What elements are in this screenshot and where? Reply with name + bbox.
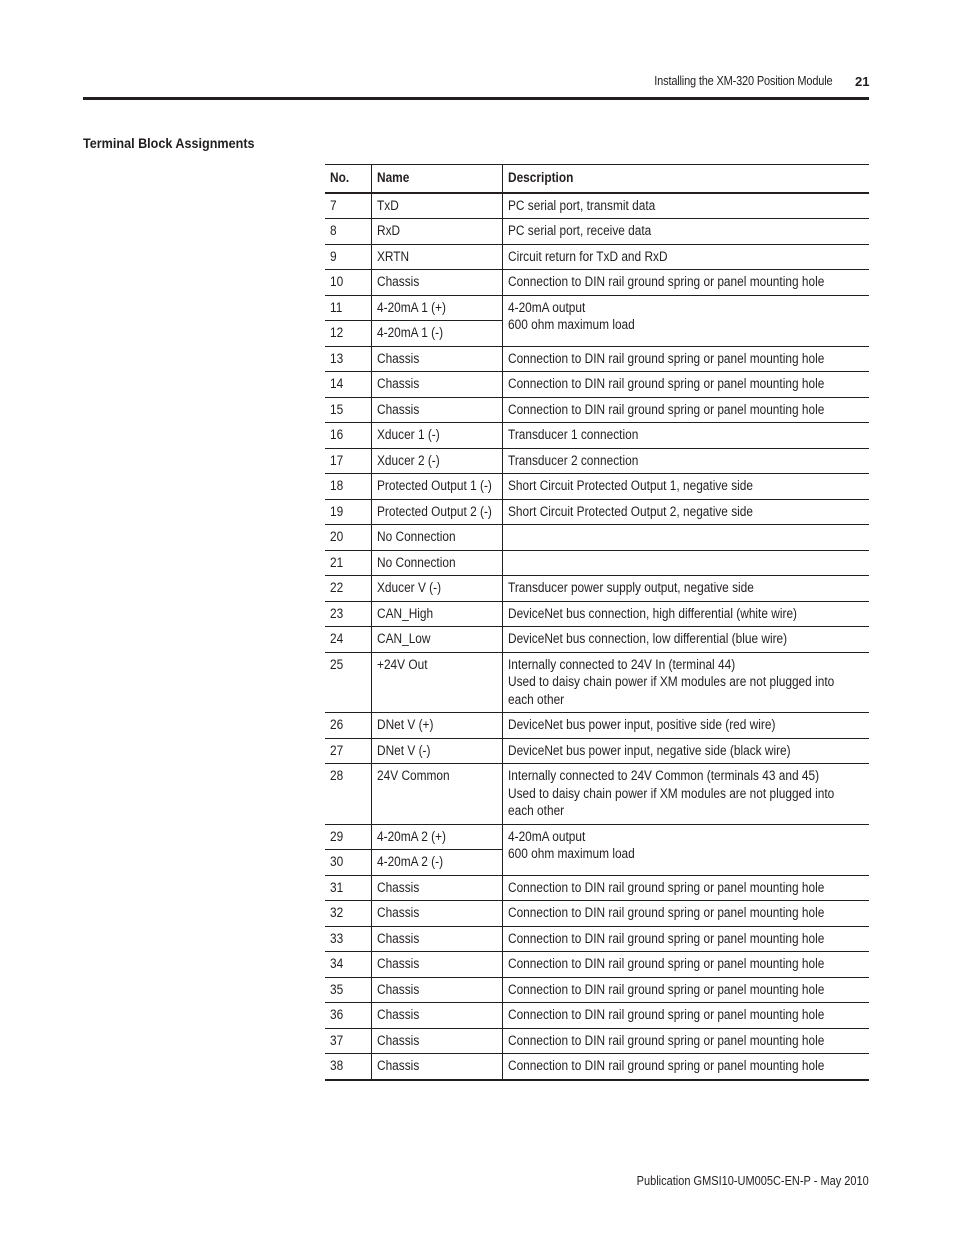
table-row — [325, 601, 869, 627]
terminal-description: Connection to DIN rail ground spring or panel mounting hole — [503, 346, 870, 372]
table-row — [325, 1054, 869, 1080]
terminal-name: DNet V (-) — [372, 738, 503, 764]
table-row — [325, 824, 869, 850]
table-row — [325, 270, 869, 296]
table-row — [325, 713, 869, 739]
table-row — [325, 738, 869, 764]
terminal-name: Protected Output 1 (-) — [372, 474, 503, 500]
table-body — [325, 193, 869, 1080]
terminal-number: 32 — [325, 901, 372, 927]
terminal-number: 12 — [325, 321, 372, 347]
terminal-number: 15 — [325, 397, 372, 423]
terminal-name: Chassis — [372, 346, 503, 372]
terminal-name: CAN_Low — [372, 627, 503, 653]
terminal-description: Transducer power supply output, negative side — [503, 576, 870, 602]
terminal-description — [503, 550, 870, 576]
terminal-number: 35 — [325, 977, 372, 1003]
table-row — [325, 219, 869, 245]
terminal-description: DeviceNet bus power input, negative side (black wire) — [503, 738, 870, 764]
terminal-description: DeviceNet bus connection, low differential (blue wire) — [503, 627, 870, 653]
terminal-description: Connection to DIN rail ground spring or panel mounting hole — [503, 926, 870, 952]
table-row — [325, 952, 869, 978]
terminal-number: 19 — [325, 499, 372, 525]
table-row — [325, 926, 869, 952]
table-row — [325, 977, 869, 1003]
table-row — [325, 474, 869, 500]
terminal-name: Xducer V (-) — [372, 576, 503, 602]
terminal-name: 4-20mA 1 (-) — [372, 321, 503, 347]
terminal-description: PC serial port, transmit data — [503, 193, 870, 219]
column-header-description: Description — [503, 165, 870, 193]
terminal-name: Xducer 1 (-) — [372, 423, 503, 449]
terminal-number: 24 — [325, 627, 372, 653]
terminal-name: RxD — [372, 219, 503, 245]
table-row — [325, 875, 869, 901]
terminal-name: Chassis — [372, 372, 503, 398]
column-header-name: Name — [372, 165, 503, 193]
terminal-description: Transducer 2 connection — [503, 448, 870, 474]
terminal-number: 30 — [325, 850, 372, 876]
terminal-description: Short Circuit Protected Output 2, negative side — [503, 499, 870, 525]
terminal-number: 26 — [325, 713, 372, 739]
terminal-number: 7 — [325, 193, 372, 219]
table-row — [325, 627, 869, 653]
terminal-number: 14 — [325, 372, 372, 398]
table-row — [325, 499, 869, 525]
table-row — [325, 1028, 869, 1054]
terminal-name: 4-20mA 2 (-) — [372, 850, 503, 876]
section-title: Terminal Block Assignments — [83, 135, 255, 151]
terminal-name: XRTN — [372, 244, 503, 270]
table-row — [325, 652, 869, 713]
terminal-description: Connection to DIN rail ground spring or panel mounting hole — [503, 1003, 870, 1029]
terminal-number: 25 — [325, 652, 372, 713]
terminal-name: Protected Output 2 (-) — [372, 499, 503, 525]
terminal-description: Internally connected to 24V In (terminal 44) Used to daisy chain power if XM modules are not plugged into each other — [503, 652, 870, 713]
table-header-row — [325, 165, 869, 193]
terminal-description: Connection to DIN rail ground spring or panel mounting hole — [503, 901, 870, 927]
terminal-description: Circuit return for TxD and RxD — [503, 244, 870, 270]
terminal-number: 33 — [325, 926, 372, 952]
terminal-description: PC serial port, receive data — [503, 219, 870, 245]
table-row — [325, 295, 869, 321]
terminal-number: 8 — [325, 219, 372, 245]
terminal-name: Chassis — [372, 1028, 503, 1054]
terminal-name: Chassis — [372, 270, 503, 296]
table-row — [325, 1003, 869, 1029]
terminal-name: 4-20mA 1 (+) — [372, 295, 503, 321]
terminal-description: Short Circuit Protected Output 1, negative side — [503, 474, 870, 500]
terminal-description: Transducer 1 connection — [503, 423, 870, 449]
terminal-description: DeviceNet bus connection, high differential (white wire) — [503, 601, 870, 627]
table-row — [325, 525, 869, 551]
publication-footer: Publication GMSI10-UM005C-EN-P - May 2010 — [636, 1174, 869, 1188]
table-row — [325, 550, 869, 576]
terminal-number: 36 — [325, 1003, 372, 1029]
table-row — [325, 764, 869, 825]
terminal-number: 10 — [325, 270, 372, 296]
terminal-number: 11 — [325, 295, 372, 321]
terminal-number: 31 — [325, 875, 372, 901]
terminal-name: CAN_High — [372, 601, 503, 627]
terminal-name: Chassis — [372, 952, 503, 978]
terminal-description: Connection to DIN rail ground spring or panel mounting hole — [503, 1054, 870, 1080]
terminal-number: 38 — [325, 1054, 372, 1080]
terminal-number: 27 — [325, 738, 372, 764]
table-row — [325, 448, 869, 474]
terminal-number: 28 — [325, 764, 372, 825]
terminal-number: 20 — [325, 525, 372, 551]
running-header: Installing the XM-320 Position Module — [653, 74, 832, 88]
table-row — [325, 423, 869, 449]
terminal-name: Chassis — [372, 1003, 503, 1029]
terminal-name: DNet V (+) — [372, 713, 503, 739]
terminal-description: Connection to DIN rail ground spring or panel mounting hole — [503, 372, 870, 398]
terminal-number: 9 — [325, 244, 372, 270]
terminal-description: Connection to DIN rail ground spring or panel mounting hole — [503, 952, 870, 978]
header-rule — [83, 97, 869, 100]
table-row — [325, 397, 869, 423]
terminal-name: Chassis — [372, 875, 503, 901]
terminal-description: 4-20mA output 600 ohm maximum load — [503, 295, 870, 346]
terminal-description: Connection to DIN rail ground spring or panel mounting hole — [503, 397, 870, 423]
terminal-number: 37 — [325, 1028, 372, 1054]
terminal-description: 4-20mA output 600 ohm maximum load — [503, 824, 870, 875]
terminal-description: Internally connected to 24V Common (terminals 43 and 45) Used to daisy chain power if XM modules are not plugged into each other — [503, 764, 870, 825]
terminal-description: Connection to DIN rail ground spring or panel mounting hole — [503, 1028, 870, 1054]
terminal-name: Chassis — [372, 1054, 503, 1080]
terminal-name: Xducer 2 (-) — [372, 448, 503, 474]
table-row — [325, 244, 869, 270]
terminal-name: Chassis — [372, 397, 503, 423]
terminal-name: 24V Common — [372, 764, 503, 825]
terminal-name: TxD — [372, 193, 503, 219]
terminal-description: Connection to DIN rail ground spring or panel mounting hole — [503, 270, 870, 296]
terminal-description: DeviceNet bus power input, positive side (red wire) — [503, 713, 870, 739]
terminal-number: 21 — [325, 550, 372, 576]
terminal-name: No Connection — [372, 550, 503, 576]
terminal-number: 22 — [325, 576, 372, 602]
table-row — [325, 372, 869, 398]
terminal-name: Chassis — [372, 977, 503, 1003]
table-row — [325, 901, 869, 927]
terminal-name: +24V Out — [372, 652, 503, 713]
terminal-table — [325, 164, 869, 1081]
column-header-no: No. — [325, 165, 372, 193]
terminal-name: Chassis — [372, 926, 503, 952]
terminal-number: 18 — [325, 474, 372, 500]
page-number: 21 — [855, 74, 870, 89]
terminal-number: 34 — [325, 952, 372, 978]
terminal-number: 17 — [325, 448, 372, 474]
terminal-description: Connection to DIN rail ground spring or panel mounting hole — [503, 977, 870, 1003]
terminal-number: 29 — [325, 824, 372, 850]
terminal-name: Chassis — [372, 901, 503, 927]
table-row — [325, 193, 869, 219]
table-row — [325, 576, 869, 602]
terminal-number: 13 — [325, 346, 372, 372]
terminal-number: 23 — [325, 601, 372, 627]
terminal-description — [503, 525, 870, 551]
table-row — [325, 346, 869, 372]
terminal-name: No Connection — [372, 525, 503, 551]
terminal-name: 4-20mA 2 (+) — [372, 824, 503, 850]
terminal-description: Connection to DIN rail ground spring or panel mounting hole — [503, 875, 870, 901]
terminal-number: 16 — [325, 423, 372, 449]
